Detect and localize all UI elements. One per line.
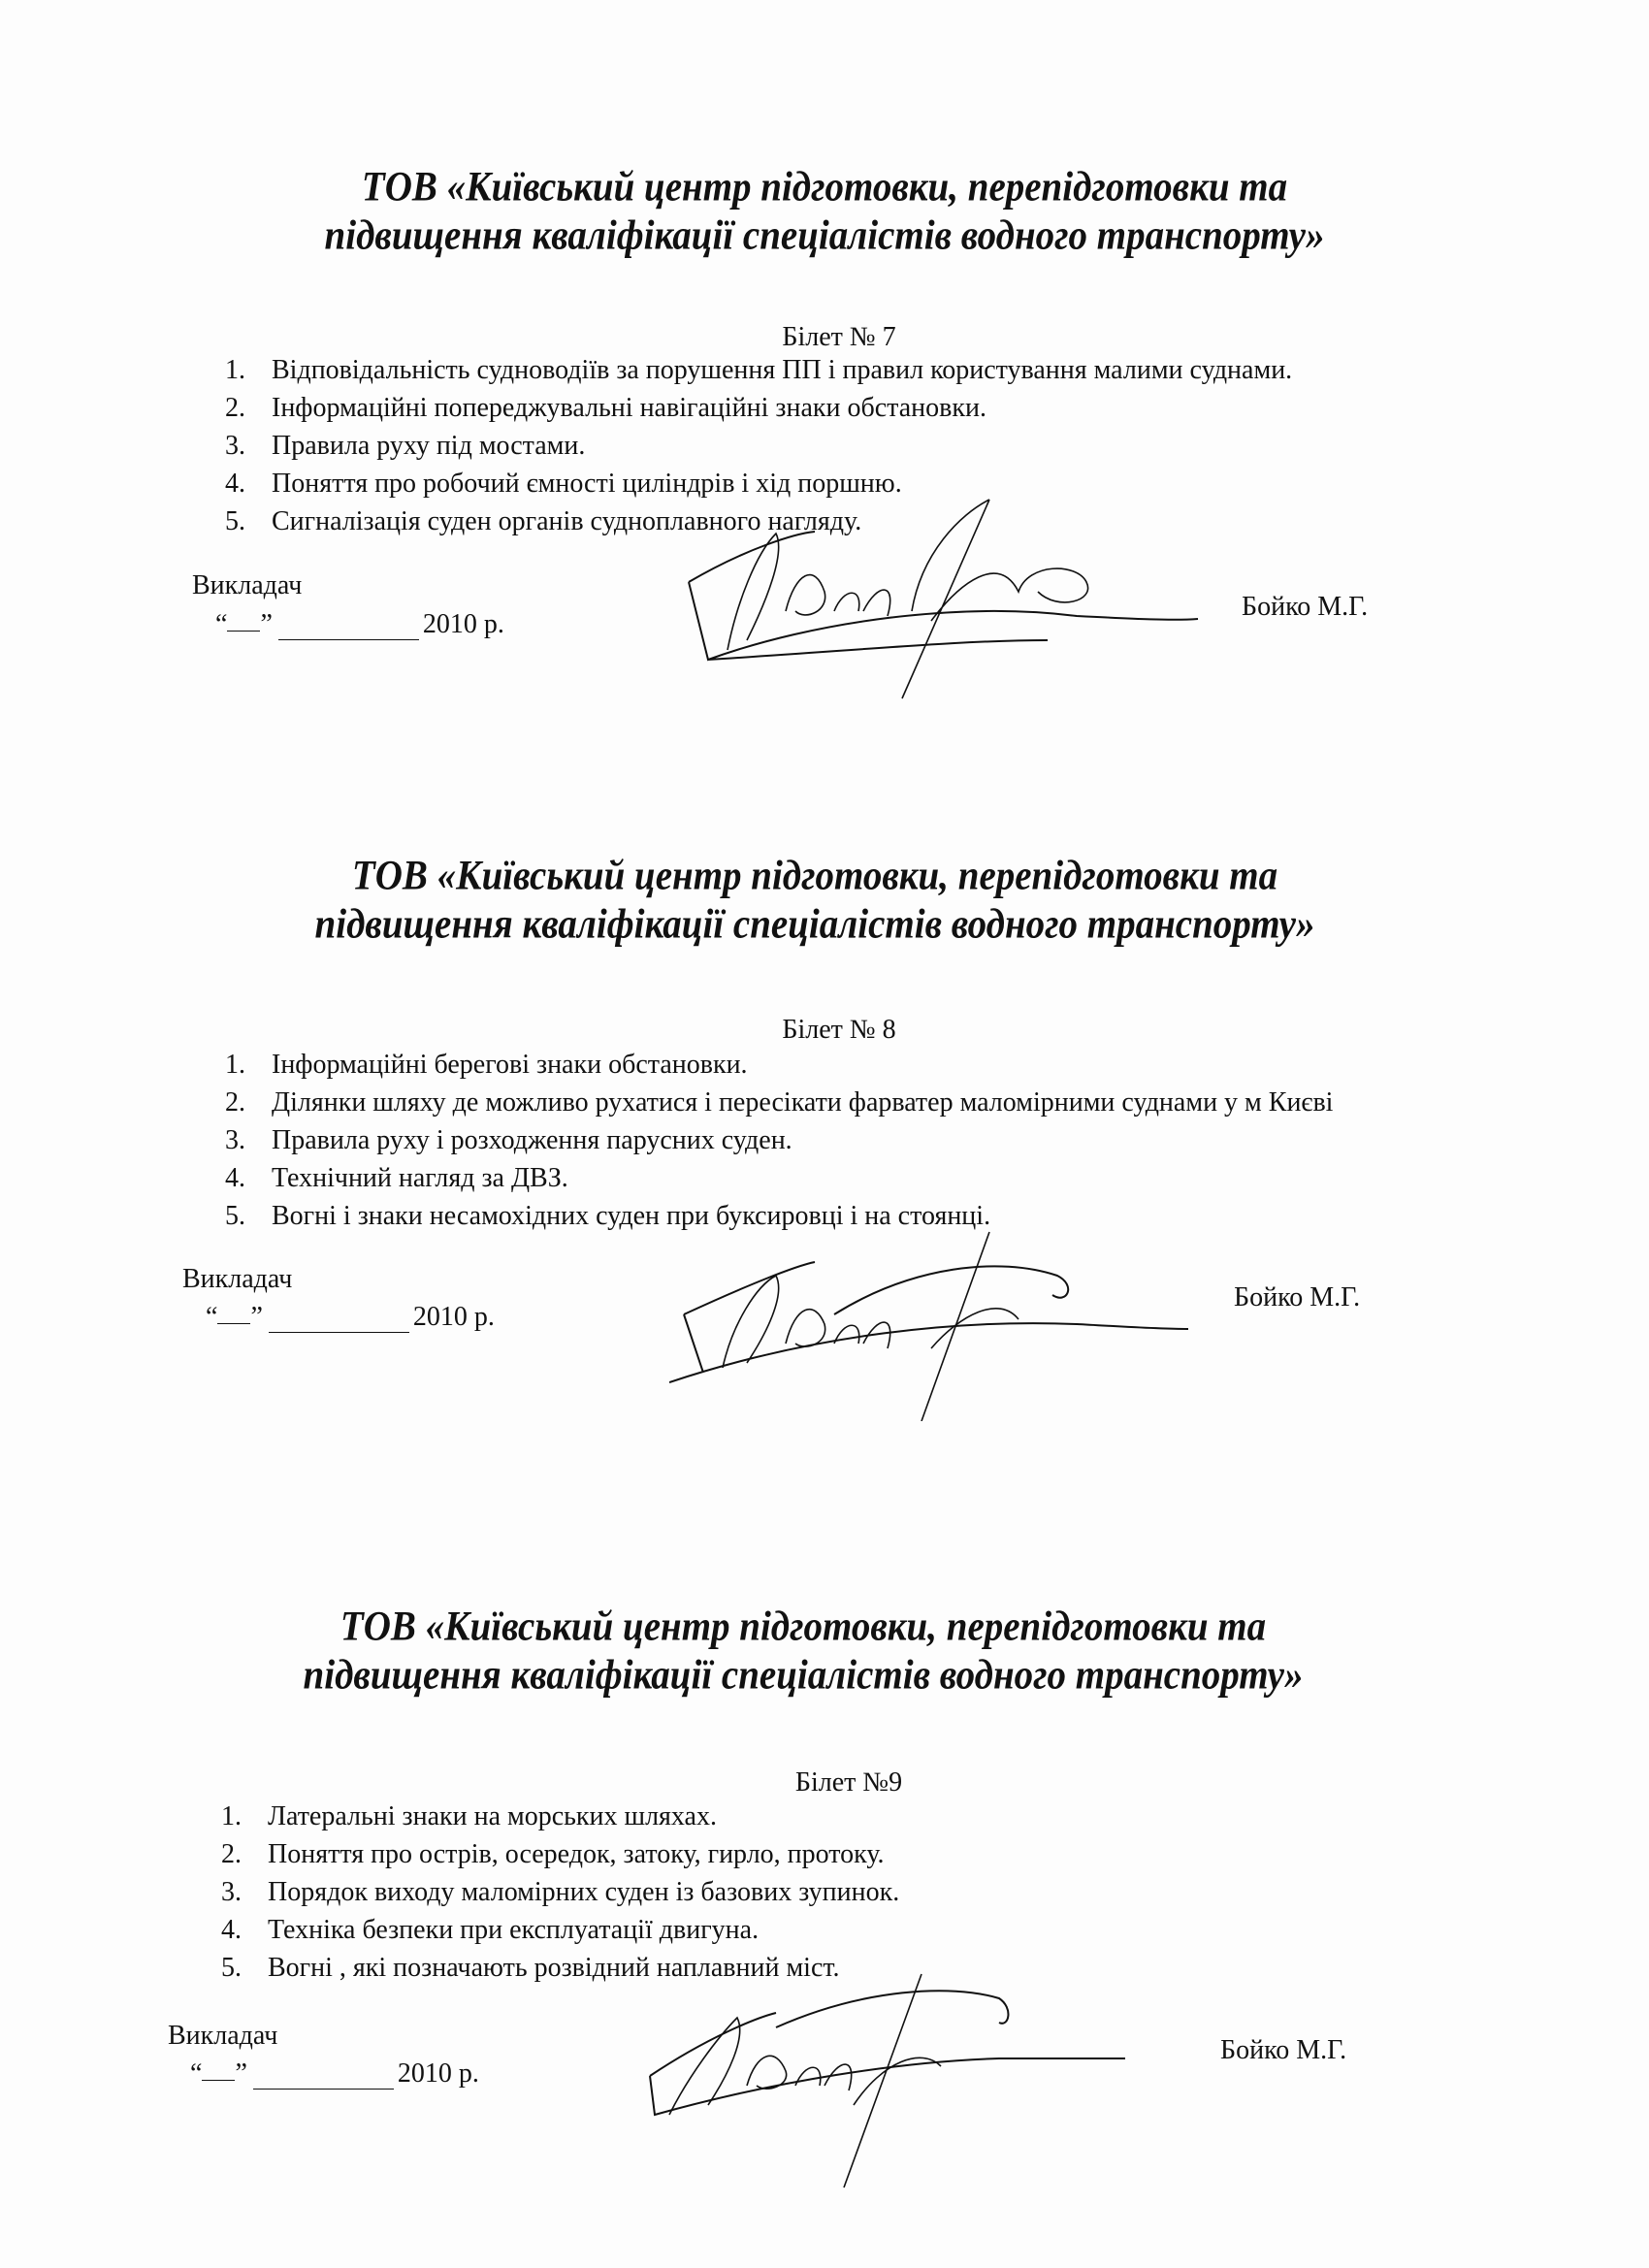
month-blank: [278, 610, 419, 640]
question-number: 1.: [225, 1050, 245, 1080]
date-close-quote: ”: [250, 1302, 263, 1332]
organization-header-line1: ТОВ «Київський центр підготовки, перепідготовки та: [361, 163, 1288, 211]
ticket-title: Білет № 8: [782, 1015, 896, 1045]
date-close-quote: ”: [260, 609, 273, 639]
question-item: [225, 1121, 1333, 1159]
question-text: Правила руху під мостами.: [272, 431, 586, 461]
question-list: [221, 1798, 899, 1987]
ticket-title: Білет № 7: [782, 322, 896, 352]
question-number: 1.: [221, 1801, 242, 1831]
date-close-quote: ”: [235, 2058, 247, 2089]
organization-header-line2: підвищення кваліфікації спеціалістів водного транспорту»: [324, 211, 1325, 259]
question-text: Інформаційні берегові знаки обстановки.: [272, 1050, 748, 1080]
signer-name: Бойко М.Г.: [1234, 1282, 1361, 1312]
date-open-quote: “: [215, 609, 228, 639]
organization-header-line2: підвищення кваліфікації спеціалістів водного транспорту»: [314, 900, 1315, 948]
question-text: Вогні і знаки несамохідних суден при буксировці і на стоянці.: [272, 1201, 991, 1231]
signer-name: Бойко М.Г.: [1242, 592, 1369, 622]
question-number: 3.: [225, 1125, 245, 1155]
question-text: Поняття про острів, осередок, затоку, гирло, протоку.: [268, 1839, 885, 1869]
question-number: 3.: [225, 431, 245, 461]
signer-name: Бойко М.Г.: [1220, 2035, 1347, 2065]
question-number: 5.: [225, 1201, 245, 1231]
organization-header-line1: ТОВ «Київський центр підготовки, перепідготовки та: [340, 1603, 1267, 1650]
date-field: [215, 609, 504, 640]
question-item: [225, 1046, 1333, 1084]
question-list: [225, 1046, 1333, 1235]
question-number: 4.: [225, 1163, 245, 1193]
question-text: Порядок виходу маломірних суден із базових зупинок.: [268, 1877, 900, 1907]
question-item: [221, 1911, 899, 1949]
question-number: 2.: [225, 1087, 245, 1118]
question-text: Технічний нагляд за ДВЗ.: [272, 1163, 568, 1193]
day-blank: [227, 609, 260, 632]
day-blank: [202, 2058, 235, 2081]
question-number: 5.: [221, 1953, 242, 1983]
role-label: Викладач: [168, 2021, 278, 2051]
question-text: Правила руху і розходження парусних суден.: [272, 1125, 792, 1155]
date-open-quote: “: [206, 1302, 218, 1332]
question-item: [221, 1835, 899, 1873]
date-year: 2010 р.: [397, 2058, 479, 2089]
date-field: [206, 1302, 495, 1333]
question-number: 4.: [221, 1915, 242, 1945]
question-text: Латеральні знаки на морських шляхах.: [268, 1801, 717, 1831]
question-text: Вогні , які позначають розвідний наплавний міст.: [268, 1953, 840, 1983]
organization-header-line2: підвищення кваліфікації спеціалістів водного транспорту»: [303, 1651, 1304, 1699]
date-year: 2010 р.: [422, 609, 504, 639]
question-number: 1.: [225, 355, 245, 385]
role-label: Викладач: [182, 1264, 293, 1294]
question-text: Сигналізація суден органів судноплавного нагляду.: [272, 506, 862, 536]
month-blank: [253, 2059, 394, 2090]
signature-image: [669, 1227, 1212, 1421]
question-text: Відповідальність судноводіїв за порушення ПП і правил користування малими суднами.: [272, 355, 1293, 385]
month-blank: [269, 1303, 409, 1333]
question-number: 2.: [221, 1839, 242, 1869]
question-item: [221, 1798, 899, 1835]
question-number: 4.: [225, 469, 245, 499]
question-number: 2.: [225, 393, 245, 423]
question-item: [225, 1159, 1333, 1197]
day-blank: [217, 1302, 250, 1324]
question-text: Поняття про робочий ємності циліндрів і хід поршню.: [272, 469, 902, 499]
question-number: 5.: [225, 506, 245, 536]
ticket-title: Білет №9: [794, 1767, 903, 1798]
question-item: [225, 389, 1292, 427]
role-label: Викладач: [192, 570, 303, 600]
question-number: 3.: [221, 1877, 242, 1907]
question-item: [225, 351, 1292, 389]
question-text: Інформаційні попереджувальні навігаційні знаки обстановки.: [272, 393, 986, 423]
date-year: 2010 р.: [412, 1302, 495, 1332]
date-field: [190, 2058, 479, 2090]
signature-image: [630, 1969, 1174, 2192]
question-text: Ділянки шляху де можливо рухатися і пересікати фарватер маломірними суднами у м Києві: [272, 1087, 1334, 1118]
question-item: [221, 1873, 899, 1911]
date-open-quote: “: [190, 2058, 203, 2089]
signature-image: [669, 495, 1212, 708]
question-item: [225, 1084, 1333, 1121]
organization-header-line1: ТОВ «Київський центр підготовки, перепідготовки та: [351, 852, 1278, 899]
question-item: [225, 427, 1292, 465]
question-text: Техніка безпеки при експлуатації двигуна.: [268, 1915, 760, 1945]
